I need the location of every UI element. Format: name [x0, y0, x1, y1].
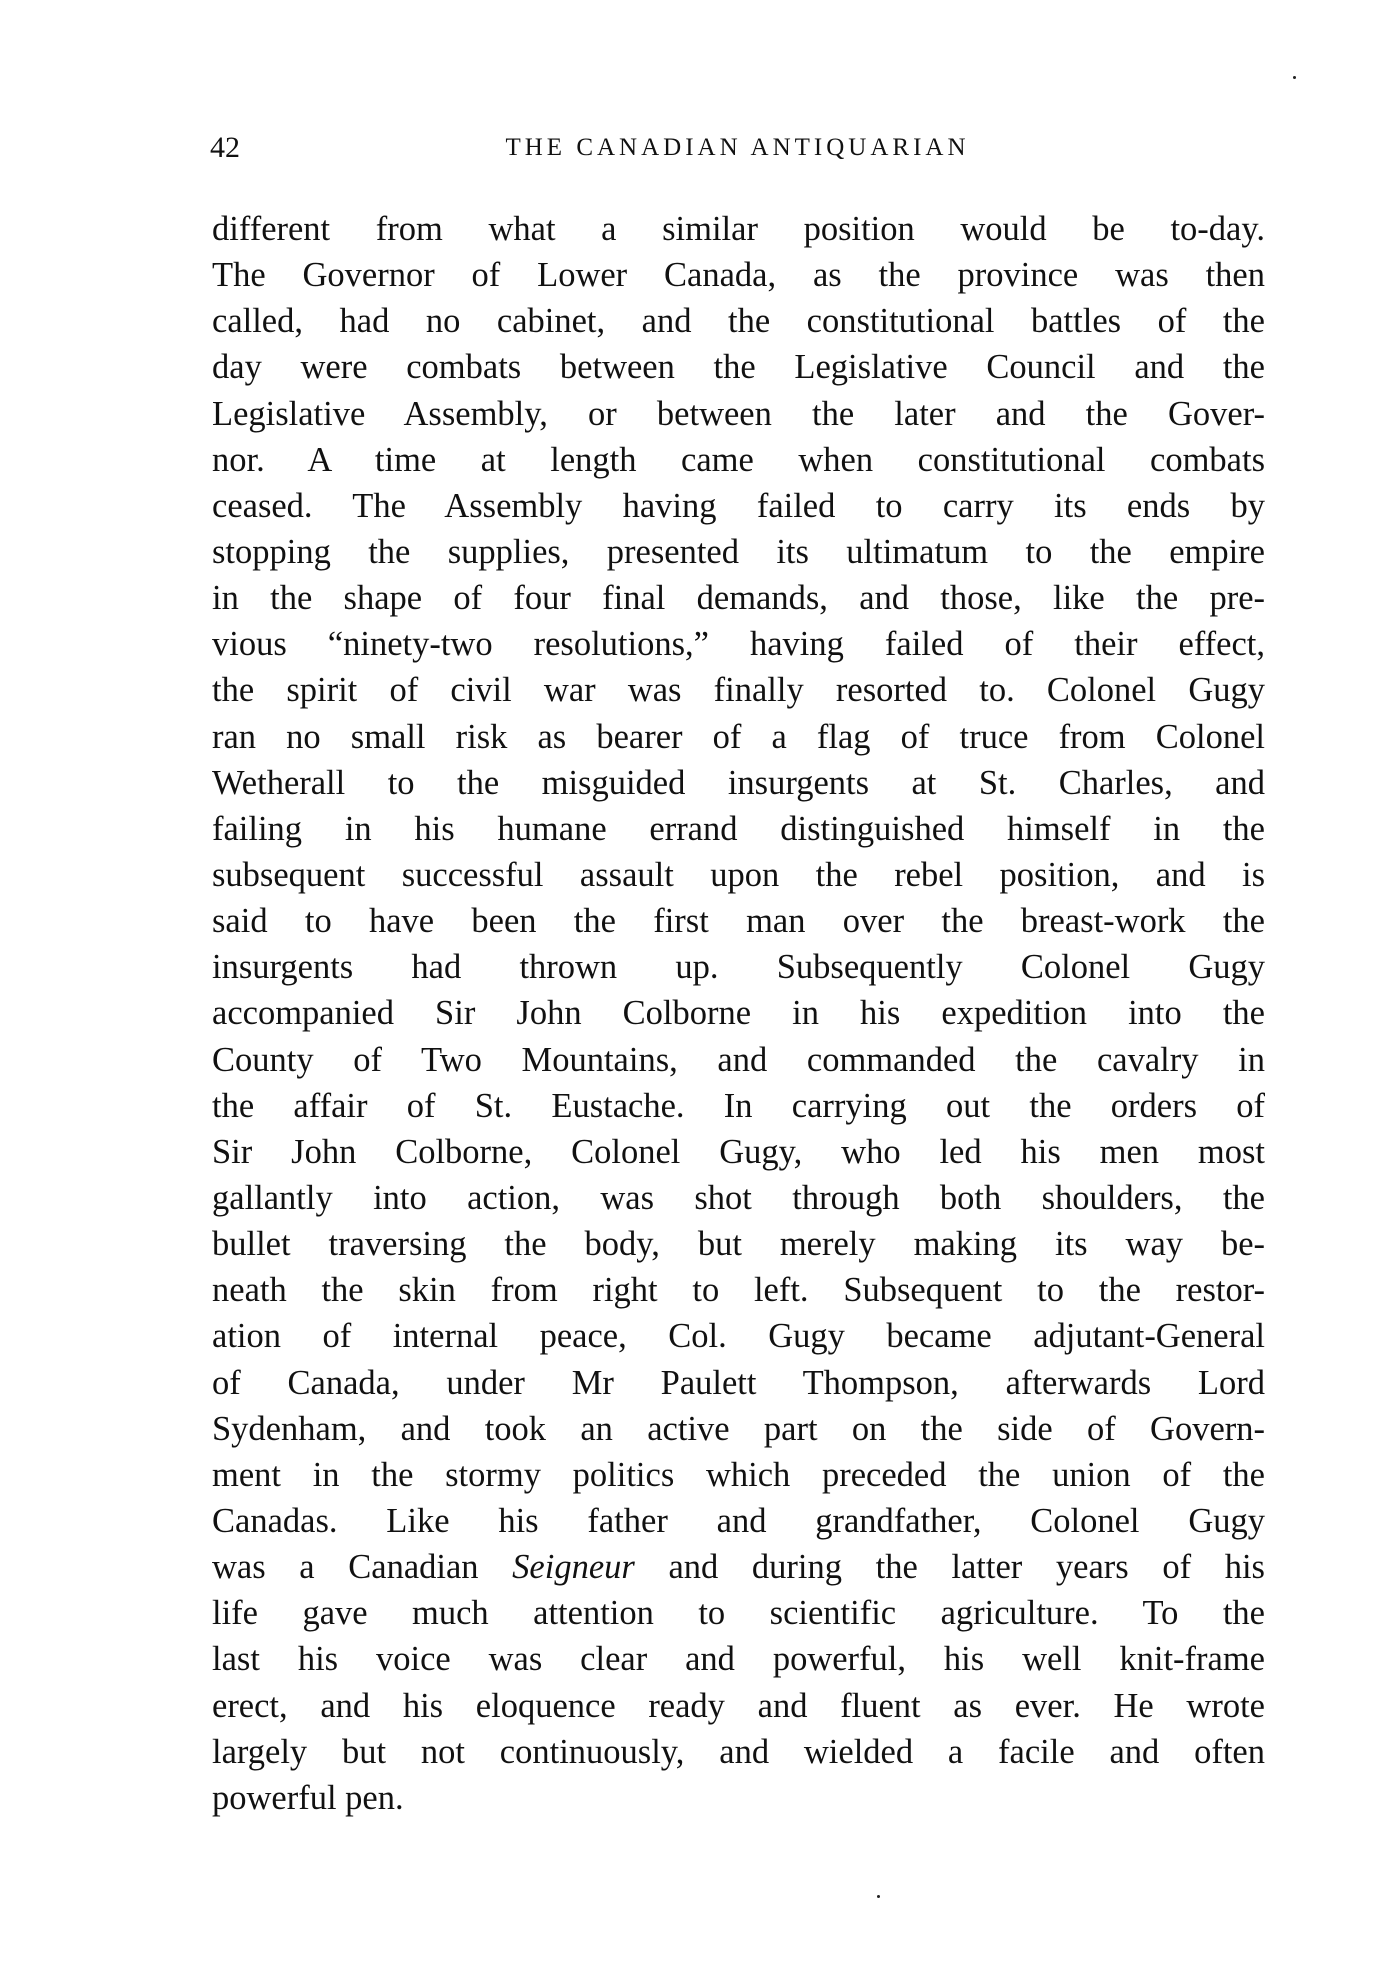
page-number: 42: [210, 131, 240, 164]
text-line: nor. A time at length came when constitutional combats: [212, 440, 1265, 479]
running-title: THE CANADIAN ANTIQUARIAN: [505, 134, 970, 161]
italic-word: Seigneur: [512, 1548, 635, 1587]
text-line-final: powerful pen.: [212, 1778, 404, 1817]
text-line: different from what a similar position would be to-day.: [212, 210, 1265, 248]
text-fragment: was a Canadian: [212, 1548, 513, 1587]
text-line: bullet traversing the body, but merely making its way be-: [212, 1225, 1265, 1264]
text-line: ceased. The Assembly having failed to carry its ends by: [212, 486, 1265, 525]
text-line: County of Two Mountains, and commanded the cavalry in: [212, 1040, 1265, 1079]
text-line: Legislative Assembly, or between the later and the Gover-: [212, 394, 1265, 433]
text-line: Sir John Colborne, Colonel Gugy, who led his men most: [212, 1132, 1265, 1171]
text-line: Sydenham, and took an active part on the side of Govern-: [212, 1409, 1265, 1448]
text-line: largely but not continuously, and wielded a facile and often: [212, 1732, 1265, 1771]
text-line: in the shape of four final demands, and those, like the pre-: [212, 579, 1265, 618]
text-line: accompanied Sir John Colborne in his expedition into the: [212, 994, 1265, 1033]
text-line: failing in his humane errand distinguished himself in the: [212, 809, 1265, 848]
text-line: Canadas. Like his father and grandfather, Colonel Gugy: [212, 1501, 1265, 1540]
body-paragraph: [212, 206, 1265, 1821]
text-line: day were combats between the Legislative Council and the: [212, 348, 1265, 387]
speck-mark: [1293, 76, 1296, 79]
text-line: stopping the supplies, presented its ultimatum to the empire: [212, 532, 1265, 571]
text-line: neath the skin from right to left. Subsequent to the restor-: [212, 1271, 1265, 1310]
page-header: [210, 128, 1265, 168]
text-fragment: and during the latter years of his: [634, 1548, 1265, 1587]
text-line: insurgents had thrown up. Subsequently Colonel Gugy: [212, 948, 1265, 987]
speck-mark: [877, 1895, 880, 1898]
text-line: ment in the stormy politics which preceded the union of the: [212, 1455, 1265, 1494]
text-line: gallantly into action, was shot through both shoulders, the: [212, 1178, 1265, 1217]
text-line: ran no small risk as bearer of a flag of truce from Colonel: [212, 717, 1265, 756]
text-line: The Governor of Lower Canada, as the province was then: [212, 256, 1265, 295]
text-line: ation of internal peace, Col. Gugy became adjutant-General: [212, 1317, 1265, 1356]
text-line: said to have been the first man over the breast-work the: [212, 902, 1265, 941]
text-line: subsequent successful assault upon the rebel position, and is: [212, 855, 1265, 894]
text-line: the spirit of civil war was finally resorted to. Colonel Gugy: [212, 671, 1265, 710]
text-line-with-italic: [212, 1544, 1265, 1590]
text-line: the affair of St. Eustache. In carrying out the orders of: [212, 1086, 1265, 1125]
text-line: vious “ninety-two resolutions,” having failed of their effect,: [212, 625, 1265, 664]
text-line: erect, and his eloquence ready and fluent as ever. He wrote: [212, 1686, 1265, 1725]
text-line: of Canada, under Mr Paulett Thompson, afterwards Lord: [212, 1363, 1265, 1402]
text-line: Wetherall to the misguided insurgents at St. Charles, and: [212, 763, 1265, 802]
text-line: life gave much attention to scientific agriculture. To the: [212, 1594, 1265, 1633]
text-line: called, had no cabinet, and the constitutional battles of the: [212, 302, 1265, 341]
text-line: last his voice was clear and powerful, his well knit-frame: [212, 1640, 1265, 1679]
